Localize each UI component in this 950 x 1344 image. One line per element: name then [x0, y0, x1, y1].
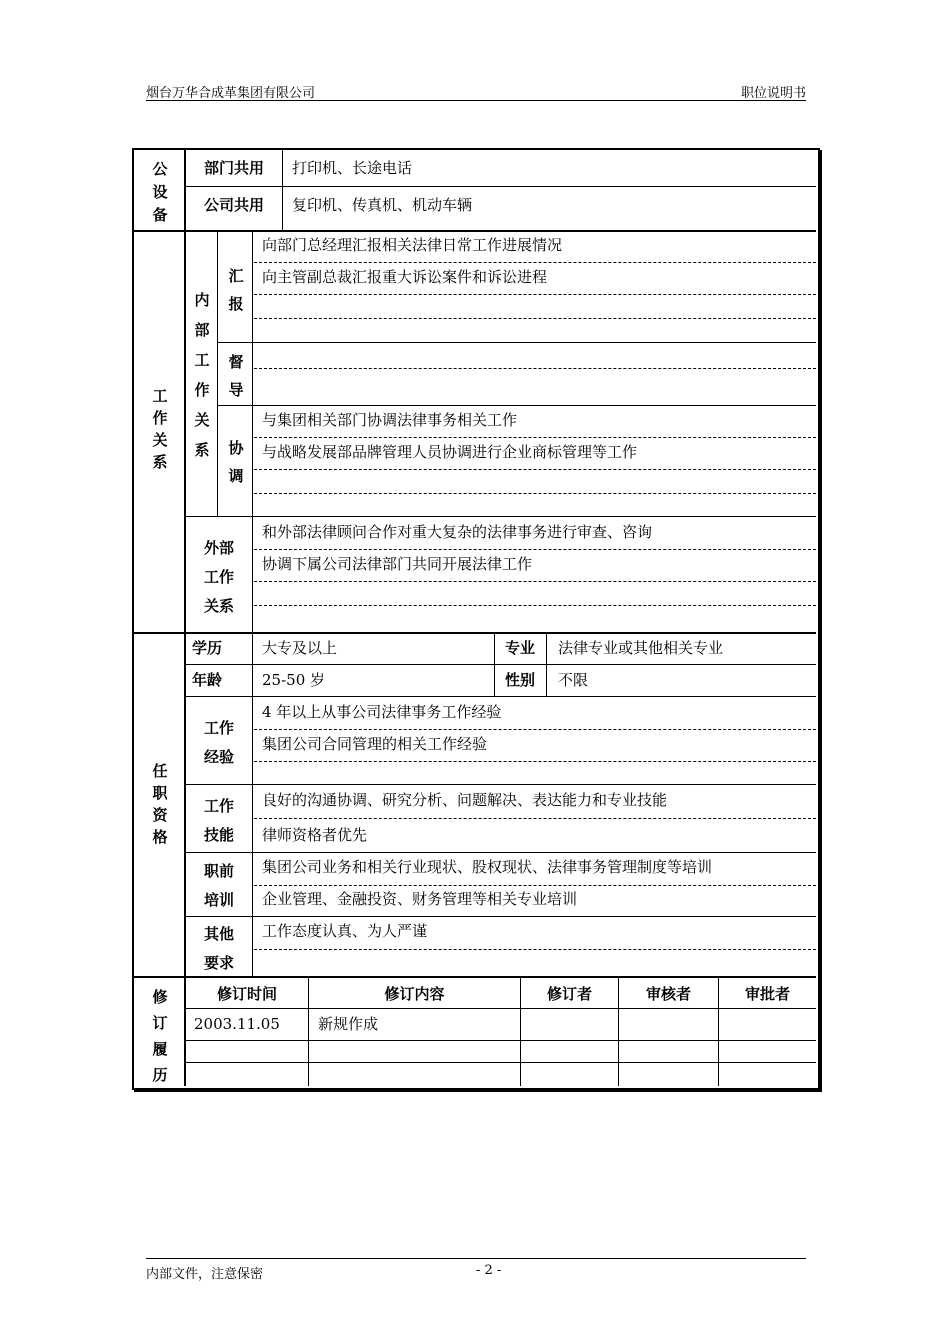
revision-section-label: 修 订 履 历	[152, 988, 168, 1084]
external-item: 协调下属公司法律部门共同开展法律工作	[262, 555, 533, 573]
training-item: 企业管理、金融投资、财务管理等相关专业培训	[262, 890, 578, 908]
page-header	[146, 82, 806, 101]
report-label: 汇 报	[228, 267, 244, 313]
external-item: 和外部法律顾问合作对重大复杂的法律事务进行审查、咨询	[262, 523, 653, 541]
major-value: 法律专业或其他相关专业	[558, 639, 724, 657]
coordinate-item: 与集团相关部门协调法律事务相关工作	[262, 411, 518, 429]
coordinate-item: 与战略发展部品牌管理人员协调进行企业商标管理等工作	[262, 443, 638, 461]
age-value: 25-50 岁	[262, 671, 326, 689]
revision-content-cell: 新规作成	[318, 1015, 379, 1033]
dept-shared-label: 部门共用	[203, 159, 264, 177]
experience-label: 工作经验	[203, 719, 234, 766]
revision-date-cell: 2003.11.05	[194, 1015, 280, 1033]
internal-relations-label: 内 部 工 作 关 系	[194, 291, 210, 459]
external-relations-label: 外部工作关系	[203, 539, 234, 615]
training-item: 集团公司业务和相关行业现状、股权现状、法律事务管理制度等培训	[262, 858, 713, 876]
page-footer	[146, 1258, 806, 1282]
relations-section-label: 工 作 关 系	[152, 387, 168, 471]
confidential-note: 内部文件，注意保密	[146, 1267, 264, 1282]
other-requirement-item: 工作态度认真、为人严谨	[262, 922, 428, 940]
skill-item: 良好的沟通协调、研究分析、问题解决、表达能力和专业技能	[262, 791, 668, 809]
training-label: 职前培训	[203, 862, 234, 909]
skill-item: 律师资格者优先	[262, 826, 368, 844]
major-label: 专业	[504, 639, 535, 657]
age-label: 年龄	[192, 671, 223, 689]
equipment-section-label: 公 设 备	[152, 160, 168, 224]
experience-item: 集团公司合同管理的相关工作经验	[262, 735, 488, 753]
company-shared-label: 公司共用	[203, 196, 264, 214]
other-requirements-label: 其他要求	[203, 925, 234, 972]
education-label: 学历	[192, 639, 223, 657]
education-value: 大专及以上	[262, 639, 338, 657]
skill-label: 工作技能	[203, 797, 234, 844]
revision-header-reviser: 修订者	[546, 985, 592, 1003]
report-item: 向主管副总裁汇报重大诉讼案件和诉讼进程	[262, 268, 548, 286]
company-name: 烟台万华合成革集团有限公司	[146, 86, 316, 101]
revision-header-content: 修订内容	[384, 985, 445, 1003]
report-item: 向部门总经理汇报相关法律日常工作进展情况	[262, 236, 563, 254]
revision-header-approver: 审批者	[744, 985, 790, 1003]
revision-header-reviewer: 审核者	[645, 985, 691, 1003]
experience-item: 4 年以上从事公司法律事务工作经验	[262, 703, 502, 721]
qualifications-section-label: 任 职 资 格	[152, 762, 168, 846]
gender-label: 性别	[504, 671, 535, 689]
gender-value: 不限	[558, 671, 589, 689]
dept-shared-value: 打印机、长途电话	[292, 159, 413, 177]
coordinate-label: 协 调	[228, 439, 244, 485]
document-type: 职位说明书	[740, 86, 806, 101]
company-shared-value: 复印机、传真机、机动车辆	[292, 196, 473, 214]
supervise-label: 督 导	[228, 353, 244, 399]
page-number: - 2 -	[476, 1263, 502, 1278]
revision-header-date: 修订时间	[216, 985, 277, 1003]
